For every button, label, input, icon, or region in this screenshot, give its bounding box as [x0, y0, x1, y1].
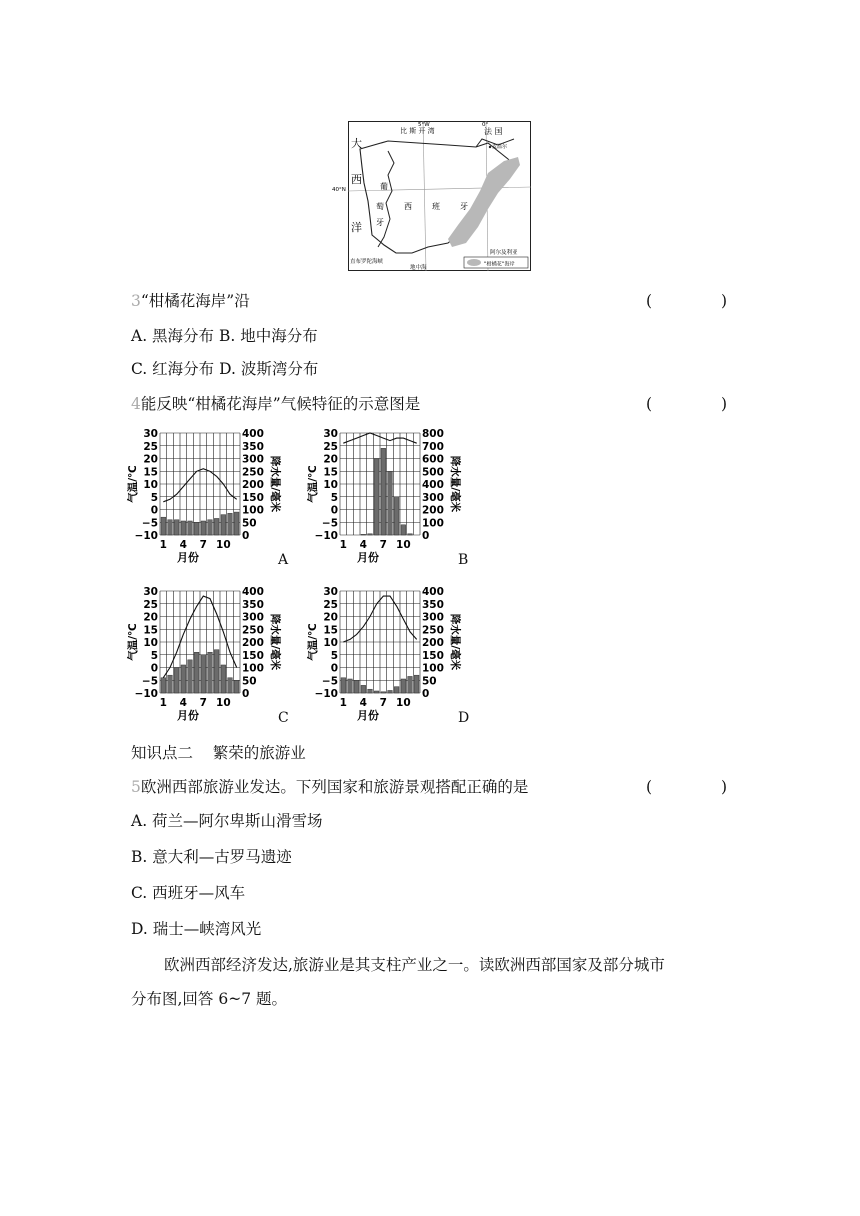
precipitation-bar [348, 679, 353, 693]
left-tick-label: 10 [143, 637, 158, 649]
right-tick-label: 50 [242, 517, 257, 530]
map-ocean-2: 西 [351, 173, 362, 186]
precipitation-bar [401, 525, 406, 535]
left-tick-label: 5 [330, 649, 338, 662]
question-3-text: “柑橘花海岸”沿 [140, 292, 250, 310]
precipitation-bar [221, 515, 226, 535]
precipitation-bar [188, 660, 193, 693]
left-tick-label: 5 [150, 491, 158, 504]
x-tick-label: 10 [396, 697, 411, 709]
chart-b-label: B [458, 552, 469, 568]
precipitation-bar [374, 459, 379, 536]
precipitation-bar [408, 534, 413, 535]
precipitation-bar [381, 448, 386, 535]
map-spain-1: 西 [404, 202, 412, 211]
left-tick-label: 30 [323, 586, 338, 598]
precipitation-bar [401, 679, 406, 693]
right-tick-label: 350 [242, 598, 264, 611]
right-tick-label: 0 [422, 688, 430, 700]
precipitation-bar [234, 680, 239, 693]
map-strait-label: 直布罗陀海峡 [350, 259, 384, 265]
left-tick-label: −10 [134, 530, 158, 542]
answer-paren-open-4: ( [646, 395, 653, 413]
left-tick-label: 25 [143, 598, 158, 611]
left-tick-label: 15 [143, 466, 158, 479]
x-tick-label: 7 [379, 539, 387, 551]
right-tick-label: 300 [242, 611, 264, 624]
map-ocean-1: 大 [351, 137, 362, 150]
left-tick-label: 10 [323, 637, 338, 649]
left-tick-label: 15 [143, 624, 158, 637]
map-spain-3: 牙 [460, 202, 468, 211]
answer-paren-close-5: ) [721, 778, 728, 796]
precipitation-bar [168, 520, 173, 535]
precipitation-bar [188, 521, 193, 535]
precipitation-bar [228, 513, 233, 535]
map-lon-0: 0° [482, 122, 489, 128]
precipitation-bar [208, 652, 213, 693]
precipitation-bar [194, 522, 199, 535]
precipitation-bar [408, 676, 413, 693]
x-tick-label: 7 [379, 697, 387, 709]
option-b: B. 意大利—古罗马遗迹 [131, 848, 292, 866]
left-tick-label: 30 [323, 428, 338, 440]
right-tick-label: 150 [422, 649, 444, 662]
question-3 [131, 290, 250, 312]
precipitation-bar [174, 668, 179, 694]
question-3-number: 3 [131, 292, 141, 310]
left-tick-label: −5 [141, 517, 158, 530]
map-france-label: 法 国 [484, 127, 503, 136]
right-tick-label: 100 [242, 662, 264, 675]
y-axis-label-left: 气温/℃ [307, 465, 319, 503]
left-tick-label: 15 [323, 466, 338, 479]
left-tick-label: 10 [323, 479, 338, 491]
climate-chart-c [127, 583, 281, 723]
right-tick-label: 0 [242, 530, 250, 542]
y-axis-label-left: 气温/℃ [307, 623, 319, 661]
precipitation-bar [361, 685, 366, 693]
right-tick-label: 250 [242, 466, 264, 479]
climate-chart-b [307, 425, 461, 565]
left-tick-label: 20 [323, 611, 338, 624]
y-axis-label-right: 降水量/毫米 [449, 613, 461, 671]
x-tick-label: 1 [339, 539, 347, 551]
x-tick-label: 10 [396, 539, 411, 551]
x-tick-label: 1 [339, 697, 347, 709]
right-tick-label: 600 [422, 453, 444, 466]
x-tick-label: 4 [179, 697, 187, 709]
right-tick-label: 500 [422, 466, 444, 479]
section-title: 知识点二 繁荣的旅游业 [131, 744, 306, 762]
y-axis-label-right: 降水量/毫米 [449, 455, 461, 513]
precipitation-bar [374, 691, 379, 693]
question-4 [131, 393, 420, 415]
left-tick-label: −5 [321, 675, 338, 688]
precipitation-bar [214, 518, 219, 535]
precipitation-bar [388, 690, 393, 693]
iberia-map [332, 121, 531, 271]
right-tick-label: 350 [242, 440, 264, 453]
map-portugal-2: 萄 [376, 202, 384, 211]
answer-paren-close-3: ) [721, 292, 728, 310]
right-tick-label: 400 [242, 428, 264, 440]
question-4-text: 能反映“柑橘花海岸”气候特征的示意图是 [140, 395, 421, 413]
left-tick-label: 0 [150, 662, 158, 675]
intro-line-1: 欧洲西部经济发达,旅游业是其支柱产业之一。读欧洲西部国家及部分城市 [164, 956, 665, 974]
right-tick-label: 250 [242, 624, 264, 637]
option-d: D. 瑞士—峡湾风光 [131, 920, 262, 938]
precipitation-bar [208, 520, 213, 535]
left-tick-label: 20 [143, 611, 158, 624]
left-tick-label: −5 [141, 675, 158, 688]
left-tick-label: −10 [134, 688, 158, 700]
question-5-text: 欧洲西部旅游业发达。下列国家和旅游景观搭配正确的是 [140, 778, 529, 796]
left-tick-label: 5 [330, 491, 338, 504]
y-axis-label-left: 气温/℃ [127, 465, 139, 503]
map-spain-2: 班 [432, 202, 440, 211]
left-tick-label: 0 [330, 504, 338, 517]
left-tick-label: −5 [321, 517, 338, 530]
precipitation-bar [161, 678, 166, 693]
right-tick-label: 400 [422, 479, 444, 491]
x-axis-label: 月份 [177, 709, 199, 722]
precipitation-bar [368, 534, 373, 535]
precipitation-bar [221, 665, 226, 693]
y-axis-label-left: 气温/℃ [127, 623, 139, 661]
map-lat-40n: 40°N [332, 187, 346, 193]
answer-paren-open-5: ( [646, 778, 653, 796]
precipitation-bar [201, 655, 206, 693]
question-5 [131, 776, 528, 798]
question-3-options-cd: C. 红海分布 D. 波斯湾分布 [131, 360, 319, 378]
right-tick-label: 50 [422, 675, 437, 688]
x-tick-label: 4 [359, 539, 367, 551]
precipitation-bar [341, 678, 346, 693]
left-tick-label: −10 [314, 530, 338, 542]
right-tick-label: 300 [422, 611, 444, 624]
y-axis-label-right: 降水量/毫米 [269, 613, 281, 671]
map-sea-label: 地中海 [410, 265, 427, 271]
x-tick-label: 7 [199, 697, 207, 709]
right-tick-label: 350 [422, 598, 444, 611]
right-tick-label: 0 [422, 530, 430, 542]
climate-chart-d [307, 583, 461, 723]
precipitation-bar [181, 521, 186, 535]
question-3-options-ab: A. 黑海分布 B. 地中海分布 [131, 327, 318, 345]
precipitation-bar [381, 692, 386, 693]
precipitation-bar [181, 665, 186, 693]
precipitation-bar [194, 652, 199, 693]
right-tick-label: 300 [242, 453, 264, 466]
map-portugal-3: 牙 [376, 218, 384, 227]
map-bay-label: 比 斯 开 湾 [400, 127, 435, 135]
right-tick-label: 100 [422, 662, 444, 675]
right-tick-label: 200 [422, 637, 444, 649]
map-city-label: 麦温尔 [492, 144, 508, 150]
precipitation-bar [368, 689, 373, 693]
left-tick-label: 0 [330, 662, 338, 675]
left-tick-label: 15 [323, 624, 338, 637]
left-tick-label: 10 [143, 479, 158, 491]
right-tick-label: 250 [422, 624, 444, 637]
x-axis-label: 月份 [357, 551, 379, 564]
right-tick-label: 800 [422, 428, 444, 440]
precipitation-bar [214, 650, 219, 693]
right-tick-label: 400 [242, 586, 264, 598]
precipitation-bar [394, 497, 399, 535]
x-tick-label: 4 [359, 697, 367, 709]
right-tick-label: 100 [242, 504, 264, 517]
left-tick-label: 20 [323, 453, 338, 466]
chart-d-label: D [458, 710, 470, 726]
map-ocean-3: 洋 [351, 221, 362, 234]
precipitation-bar [361, 534, 366, 535]
precipitation-bar [394, 687, 399, 693]
x-axis-label: 月份 [177, 551, 199, 564]
x-tick-label: 10 [216, 539, 231, 551]
question-5-number: 5 [131, 778, 141, 796]
answer-paren-close-4: ) [721, 395, 728, 413]
map-lon-5w: 5°W [418, 122, 430, 128]
option-c: C. 西班牙—风车 [131, 884, 246, 902]
x-tick-label: 7 [199, 539, 207, 551]
precipitation-bar [414, 675, 419, 693]
left-tick-label: −10 [314, 688, 338, 700]
precipitation-bar [201, 521, 206, 535]
left-tick-label: 25 [323, 440, 338, 453]
precipitation-bar [228, 678, 233, 693]
x-tick-label: 10 [216, 697, 231, 709]
x-tick-label: 1 [159, 697, 167, 709]
map-region-label: 阿尔及利亚 [490, 250, 518, 256]
right-tick-label: 300 [422, 491, 444, 504]
precipitation-bar [234, 512, 239, 535]
right-tick-label: 400 [422, 586, 444, 598]
precipitation-bar [161, 517, 166, 535]
right-tick-label: 200 [422, 504, 444, 517]
answer-paren-open-3: ( [646, 292, 653, 310]
x-tick-label: 4 [179, 539, 187, 551]
intro-line-2: 分布图,回答 6~7 题。 [131, 990, 287, 1008]
option-a: A. 荷兰—阿尔卑斯山滑雪场 [131, 812, 323, 830]
right-tick-label: 150 [242, 649, 264, 662]
right-tick-label: 150 [242, 491, 264, 504]
map-legend-label: "柑橘花"海岸 [484, 261, 515, 268]
x-axis-label: 月份 [357, 709, 379, 722]
left-tick-label: 0 [150, 504, 158, 517]
left-tick-label: 25 [143, 440, 158, 453]
left-tick-label: 30 [143, 586, 158, 598]
right-tick-label: 0 [242, 688, 250, 700]
right-tick-label: 200 [242, 479, 264, 491]
left-tick-label: 30 [143, 428, 158, 440]
right-tick-label: 200 [242, 637, 264, 649]
map-portugal-1: 葡 [380, 182, 388, 191]
precipitation-bar [168, 675, 173, 693]
right-tick-label: 50 [242, 675, 257, 688]
left-tick-label: 5 [150, 649, 158, 662]
chart-c-label: C [278, 710, 289, 726]
right-tick-label: 700 [422, 440, 444, 453]
precipitation-bar [174, 520, 179, 535]
left-tick-label: 25 [323, 598, 338, 611]
question-4-number: 4 [131, 395, 141, 413]
x-tick-label: 1 [159, 539, 167, 551]
left-tick-label: 20 [143, 453, 158, 466]
precipitation-bar [354, 680, 359, 693]
climate-chart-a [127, 425, 281, 565]
y-axis-label-right: 降水量/毫米 [269, 455, 281, 513]
chart-a-label: A [278, 552, 289, 568]
right-tick-label: 100 [422, 517, 444, 530]
precipitation-bar [388, 471, 393, 535]
